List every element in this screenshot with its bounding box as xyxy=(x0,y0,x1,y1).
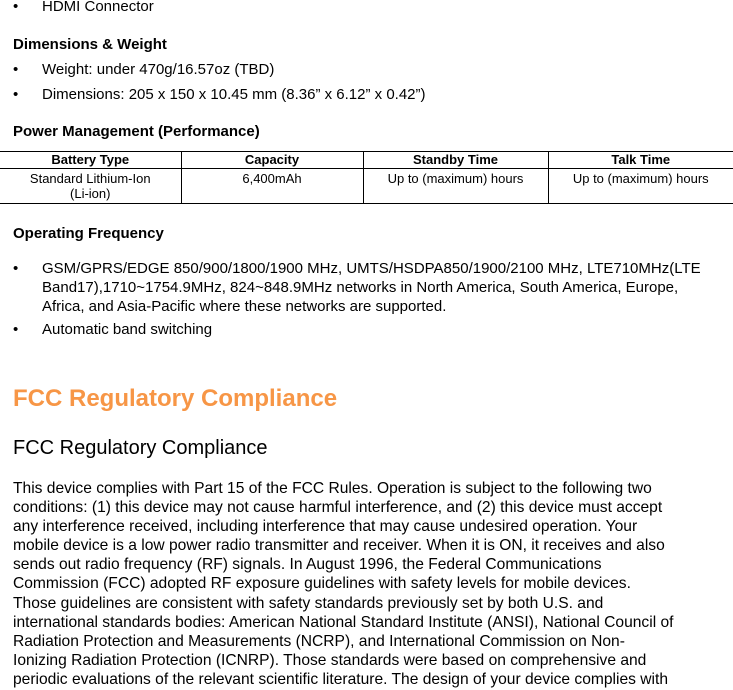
paragraph-line: Radiation Protection and Measurements (NCRP), and International Commission on Non- xyxy=(13,632,625,650)
paragraph-line: Commission (FCC) adopted RF exposure guidelines with safety levels for mobile devices. xyxy=(13,575,631,593)
dimensions-heading: Dimensions & Weight xyxy=(13,36,167,53)
cell-capacity: 6,400mAh xyxy=(181,169,363,204)
fcc-subtitle: FCC Regulatory Compliance xyxy=(13,437,268,459)
column-header-standby-time: Standby Time xyxy=(363,152,548,169)
table-row xyxy=(0,169,733,204)
battery-type-line-1: Standard Lithium-Ion xyxy=(29,171,151,186)
fcc-section-title: FCC Regulatory Compliance xyxy=(13,385,338,412)
frequency-bands-text: GSM/GPRS/EDGE 850/900/1800/1900 MHz, UMTS/HSDPA850/1900/2100 MHz, LTE710MHz(LTE Band17),1710~1754.9MHz, 824~848.9MHz networks in North America, South America, Europe, Africa, and Asia-Pacific where these networks are supported. xyxy=(42,260,701,315)
bullet-marker: • xyxy=(13,260,19,277)
column-header-talk-time: Talk Time xyxy=(548,152,733,169)
paragraph-line: This device complies with Part 15 of the FCC Rules. Operation is subject to the following two xyxy=(13,480,652,497)
paragraph-line: Ionizing Radiation Protection (ICNRP). Those standards were based on comprehensive and xyxy=(13,651,647,669)
bullet-marker: • xyxy=(13,321,19,338)
column-header-capacity: Capacity xyxy=(181,152,363,169)
power-heading: Power Management (Performance) xyxy=(13,123,260,140)
cell-standby-time: Up to (maximum) hours xyxy=(363,169,548,204)
weight-text: Weight: under 470g/16.57oz (TBD) xyxy=(42,61,275,78)
paragraph-line: Those guidelines are consistent with safety standards previously set by both U.S. and xyxy=(13,594,604,612)
paragraph-line: periodic evaluations of the relevant scientific literature. The design of your device complies with xyxy=(13,670,668,688)
paragraph-line: international standards bodies: American National Standard Institute (ANSI), National Council of xyxy=(13,613,674,631)
hdmi-connector-text: HDMI Connector xyxy=(42,0,154,15)
dimensions-text: Dimensions: 205 x 150 x 10.45 mm (8.36” x 6.12” x 0.42”) xyxy=(42,86,426,103)
paragraph-line: conditions: (1) this device may not cause harmful interference, and (2) this device must accept xyxy=(13,499,663,517)
band-switching-text: Automatic band switching xyxy=(42,321,213,338)
cell-talk-time: Up to (maximum) hours xyxy=(548,169,733,204)
fcc-body-paragraph xyxy=(13,479,733,689)
frequency-heading: Operating Frequency xyxy=(13,225,164,242)
column-header-battery-type: Battery Type xyxy=(0,152,181,169)
cell-battery-type xyxy=(0,169,181,204)
paragraph-line: mobile device is a low power radio transmitter and receiver. When it is ON, it receives and also xyxy=(13,537,665,555)
paragraph-line: any interference received, including interference that may cause undesired operation. Your xyxy=(13,518,638,536)
power-table-header-row xyxy=(0,152,733,169)
bullet-marker: • xyxy=(13,86,19,103)
bullet-marker: • xyxy=(13,61,19,78)
frequency-bands-item xyxy=(13,259,718,319)
paragraph-line: sends out radio frequency (RF) signals. In August 1996, the Federal Communications xyxy=(13,556,602,574)
power-table xyxy=(0,151,733,204)
battery-type-line-2: (Li-ion) xyxy=(70,186,111,201)
bullet-marker: • xyxy=(13,0,19,15)
